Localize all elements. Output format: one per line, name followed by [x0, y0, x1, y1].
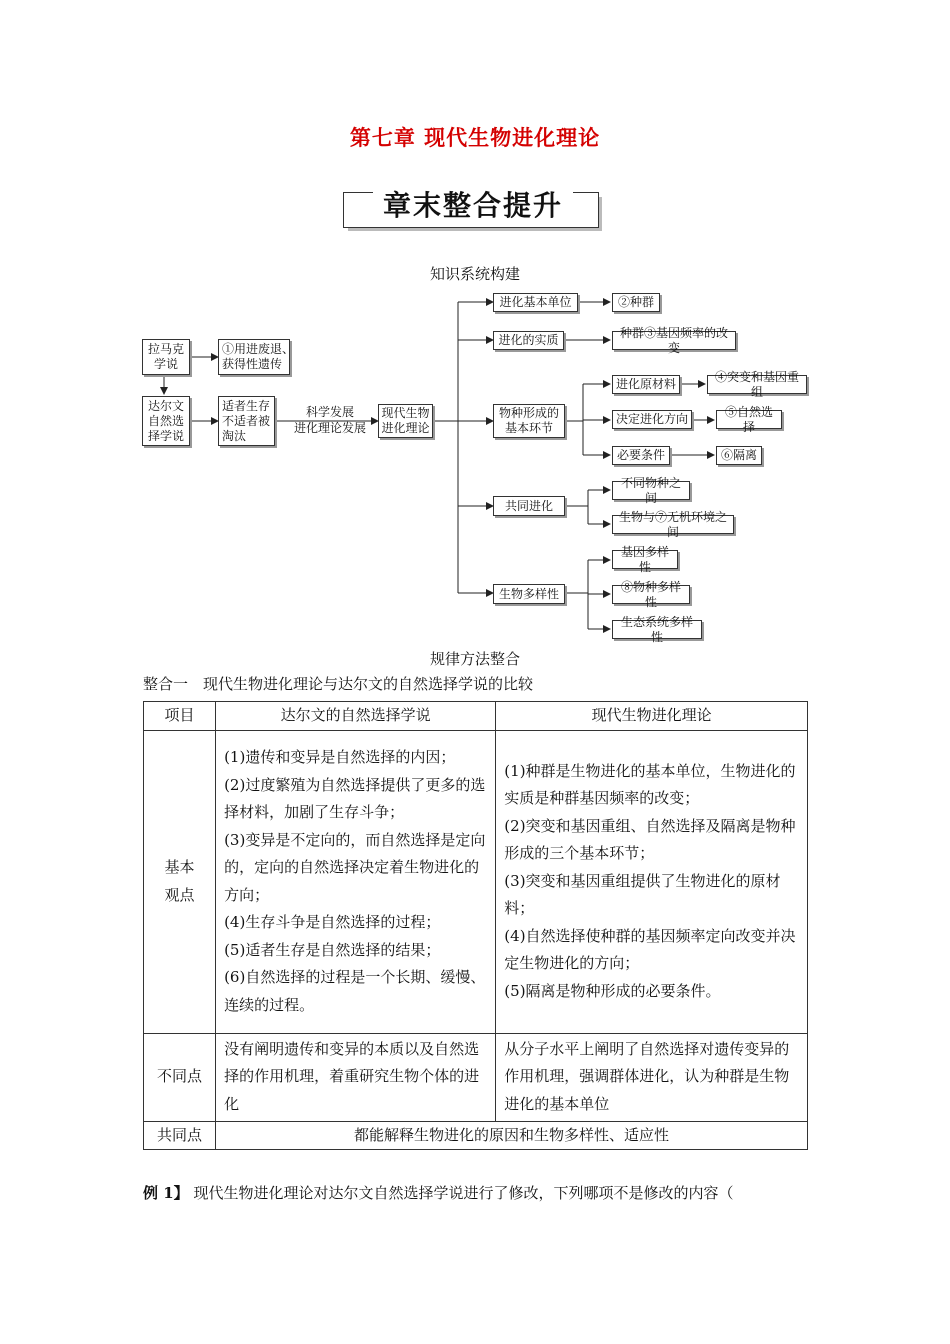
direction-answer-box: ⑤自然选择	[716, 410, 782, 429]
example-label: 例 1】	[143, 1184, 189, 1202]
gene-diversity-box: 基因多样性	[612, 550, 678, 569]
table-row	[144, 1121, 808, 1150]
concept-map	[0, 0, 950, 650]
cell-modern-basic: (1)种群是生物进化的基本单位，生物进化的实质是种群基因频率的改变； (2)突变和基因重组、自然选择及隔离是物种形成的三个基本环节； (3)突变和基因重组提供了生物进化的原材料； (4)自然选择使种群的基因频率定向改变并决定生物进化的方向； (5)隔离是物种形成的必要条件。	[496, 730, 808, 1033]
darwin-content-box: 适者生存 不适者被 淘汰	[218, 396, 275, 446]
knowledge-section-heading: 知识系统构建	[429, 265, 520, 283]
example-text: 现代生物进化理论对达尔文自然选择学说进行了修改，下列哪项不是修改的内容（	[188, 1184, 734, 1202]
cell-darwin-basic: (1)遗传和变异是自然选择的内因； (2)过度繁殖为自然选择提供了更多的选择材料，加剧了生存斗争； (3)变异是不定向的，而自然选择是定向的，定向的自然选择决定着生物进化的方向； (4)生存斗争是自然选择的过程； (5)适者生存是自然选择的结果； (6)自然选择的过程是一个长期、缓慢、连续的过程。	[216, 730, 496, 1033]
species-diversity-box: ⑧物种多样性	[612, 585, 690, 604]
method-section-heading: 规律方法整合	[429, 650, 520, 668]
coevolution-box: 共同进化	[493, 496, 565, 516]
connector-lines	[0, 0, 950, 650]
lamarck-box: 拉马克 学说	[142, 339, 190, 375]
lamarck-content-box: ①用进废退、 获得性遗传	[218, 339, 290, 375]
table-header-row	[144, 702, 808, 731]
cell-common: 都能解释生物进化的原因和生物多样性、适应性	[216, 1121, 808, 1150]
unit-box: 进化基本单位	[493, 293, 578, 312]
integration-heading: 整合一 现代生物进化理论与达尔文的自然选择学说的比较	[143, 675, 534, 693]
modern-theory-box: 现代生物 进化理论	[378, 404, 433, 438]
chapter-title: 第七章 现代生物进化理论	[349, 125, 601, 150]
section-banner	[343, 188, 601, 228]
header-darwin: 达尔文的自然选择学说	[216, 702, 496, 731]
header-item: 项目	[144, 702, 216, 731]
direction-box: 决定进化方向	[612, 410, 692, 429]
table-row	[144, 1033, 808, 1121]
biodiversity-box: 生物多样性	[493, 584, 565, 604]
speciation-box: 物种形成的 基本环节	[493, 404, 565, 438]
ecosystem-diversity-box: 生态系统多样性	[612, 620, 702, 639]
cell-modern-differences: 从分子水平上阐明了自然选择对遗传变异的作用机理，强调群体进化，认为种群是生物进化的基本单位	[496, 1033, 808, 1121]
unit-answer-box: ②种群	[612, 293, 660, 312]
raw-material-box: 进化原材料	[612, 375, 680, 394]
banner-title: 章末整合提升	[373, 185, 573, 227]
row-label-basic: 基本 观点	[144, 730, 216, 1033]
coevolution-environment-box: 生物与⑦无机环境之间	[612, 515, 734, 534]
darwin-box: 达尔文 自然选 择学说	[142, 396, 190, 446]
condition-answer-box: ⑥隔离	[716, 446, 762, 465]
essence-answer-box: 种群③基因频率的改变	[612, 331, 736, 350]
row-label-common: 共同点	[144, 1121, 216, 1150]
development-edge-label: 科学发展 进化理论发展	[293, 405, 366, 435]
table-row	[144, 730, 808, 1033]
coevolution-species-box: 不同物种之间	[612, 481, 690, 500]
example-question	[143, 1182, 733, 1203]
condition-box: 必要条件	[612, 446, 670, 465]
header-modern: 现代生物进化理论	[496, 702, 808, 731]
raw-material-answer-box: ④突变和基因重组	[707, 375, 807, 394]
essence-box: 进化的实质	[493, 331, 564, 350]
comparison-table	[143, 701, 808, 1150]
cell-darwin-differences: 没有阐明遗传和变异的本质以及自然选择的作用机理，着重研究生物个体的进化	[216, 1033, 496, 1121]
row-label-differences: 不同点	[144, 1033, 216, 1121]
